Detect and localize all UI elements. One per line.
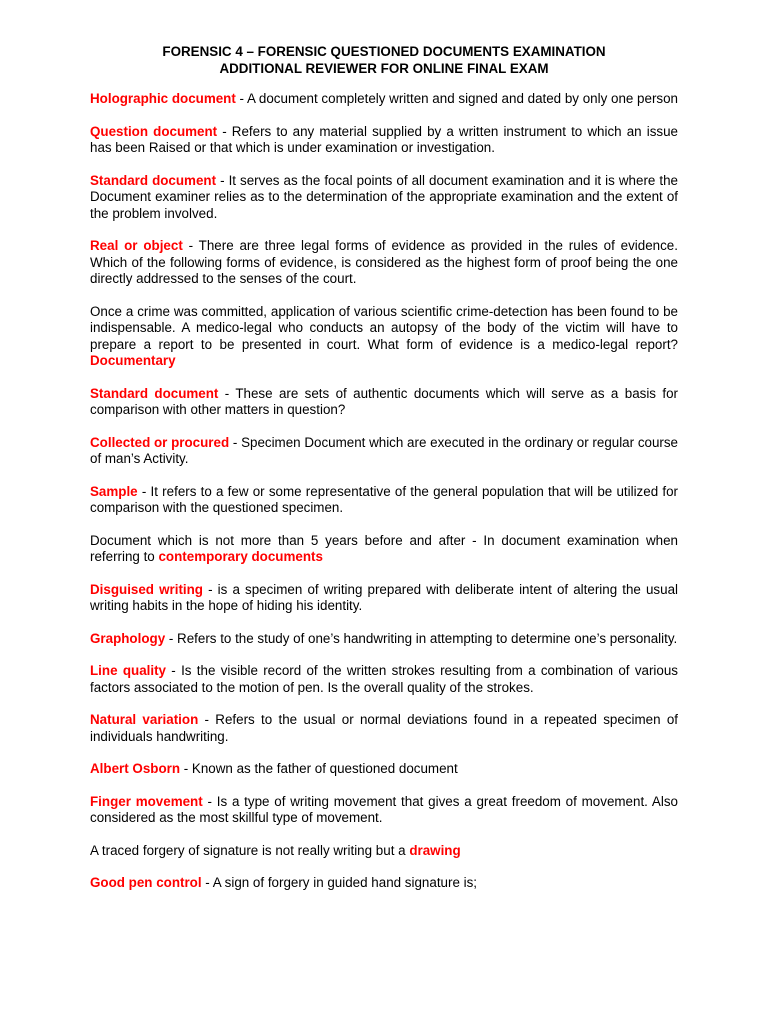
document-page	[90, 44, 678, 908]
entry-term: Sample	[90, 483, 138, 499]
entry-term: Natural variation	[90, 712, 199, 727]
entry-term: Holographic document	[90, 91, 236, 106]
entry-text: - Refers to the study of one’s handwriting in attempting to determine one’s personality.	[165, 630, 678, 646]
entry-drawing	[90, 843, 678, 860]
entry-text: - Refers to the usual or normal deviations found in a repeated specimen of individuals handwriting.	[90, 712, 678, 744]
document-title: FORENSIC 4 – FORENSIC QUESTIONED DOCUMENTS EXAMINATION	[162, 44, 606, 59]
entry-term: Disguised writing	[90, 581, 203, 597]
entry-term: Good pen control	[90, 875, 202, 890]
entry-term: Documentary	[90, 353, 176, 368]
entry-finger-movement	[90, 794, 678, 827]
entry-sample	[90, 484, 678, 517]
entry-term: Question document	[90, 123, 218, 139]
entry-term: Real or object	[90, 238, 183, 253]
entry-text: - There are three legal forms of evidence as provided in the rules of evidence. Which of the following forms of evidence, is considered as the highest form of proof being the one directly addressed to the senses of the court.	[90, 238, 678, 286]
document-subtitle: ADDITIONAL REVIEWER FOR ONLINE FINAL EXAM	[219, 60, 549, 76]
entry-text: - is a specimen of writing prepared with deliberate intent of altering the usual writing habits in the hope of hiding his identity.	[90, 581, 678, 613]
entry-term: contemporary documents	[158, 549, 323, 564]
entry-standard-document-2	[90, 386, 678, 419]
entry-text: Document which is not more than 5 years before and after - In document examination when referring to	[90, 532, 678, 564]
entry-term: Line quality	[90, 663, 166, 678]
entry-text: - Specimen Document which are executed in the ordinary or regular course of man’s Activity.	[90, 434, 679, 466]
entry-text: - A document completely written and signed and dated by only one person	[235, 91, 678, 106]
entry-text: - These are sets of authentic documents which will serve as a basis for comparison with other matters in question?	[90, 385, 679, 417]
entry-good-pen-control	[90, 875, 678, 892]
entry-contemporary-documents	[90, 533, 678, 566]
entry-collected-or-procured	[90, 435, 678, 468]
entry-text: - Refers to any material supplied by a written instrument to which an issue has been Raised or that which is under examination or investigation.	[90, 123, 678, 155]
entry-standard-document	[90, 173, 678, 223]
entry-term: Standard document	[90, 172, 217, 188]
entry-term: Finger movement	[90, 793, 203, 809]
entry-line-quality	[90, 663, 678, 696]
entry-term: Standard document	[90, 385, 219, 401]
entry-term: Collected or procured	[90, 434, 230, 450]
entry-albert-osborn	[90, 761, 678, 778]
entry-graphology	[90, 631, 678, 648]
entry-disguised-writing	[90, 582, 678, 615]
document-header	[90, 44, 678, 77]
entry-text: A traced forgery of signature is not really writing but a	[90, 842, 410, 858]
entry-text: - It serves as the focal points of all document examination and it is where the Document examiner relies as to the determination of the appropriate examination and the extent of the problem involved.	[90, 172, 678, 221]
entry-holographic-document	[90, 91, 678, 108]
entry-term: Graphology	[90, 630, 166, 646]
entry-real-or-object	[90, 238, 678, 288]
entry-term: Albert Osborn	[90, 761, 181, 776]
entry-documentary	[90, 304, 678, 370]
entry-text: - It refers to a few or some representative of the general population that will be utilized for comparison with the questioned specimen.	[90, 483, 678, 515]
entry-term: drawing	[409, 842, 461, 858]
entry-natural-variation	[90, 712, 678, 745]
entry-text: - Is the visible record of the written strokes resulting from a combination of various factors associated to the motion of pen. Is the overall quality of the strokes.	[90, 663, 678, 695]
entry-text: Once a crime was committed, application of various scientific crime-detection has been found to be indispensable. A medico-legal who conducts an autopsy of the body of the victim will have to prepare a report to be presented in court. What form of evidence is a medico-legal report?	[90, 303, 678, 352]
entry-text: - A sign of forgery in guided hand signature is;	[201, 875, 478, 890]
entry-text: - Is a type of writing movement that gives a great freedom of movement. Also considered as the most skillful type of movement.	[90, 793, 678, 825]
entry-question-document	[90, 124, 678, 157]
entry-text: - Known as the father of questioned document	[180, 761, 458, 776]
